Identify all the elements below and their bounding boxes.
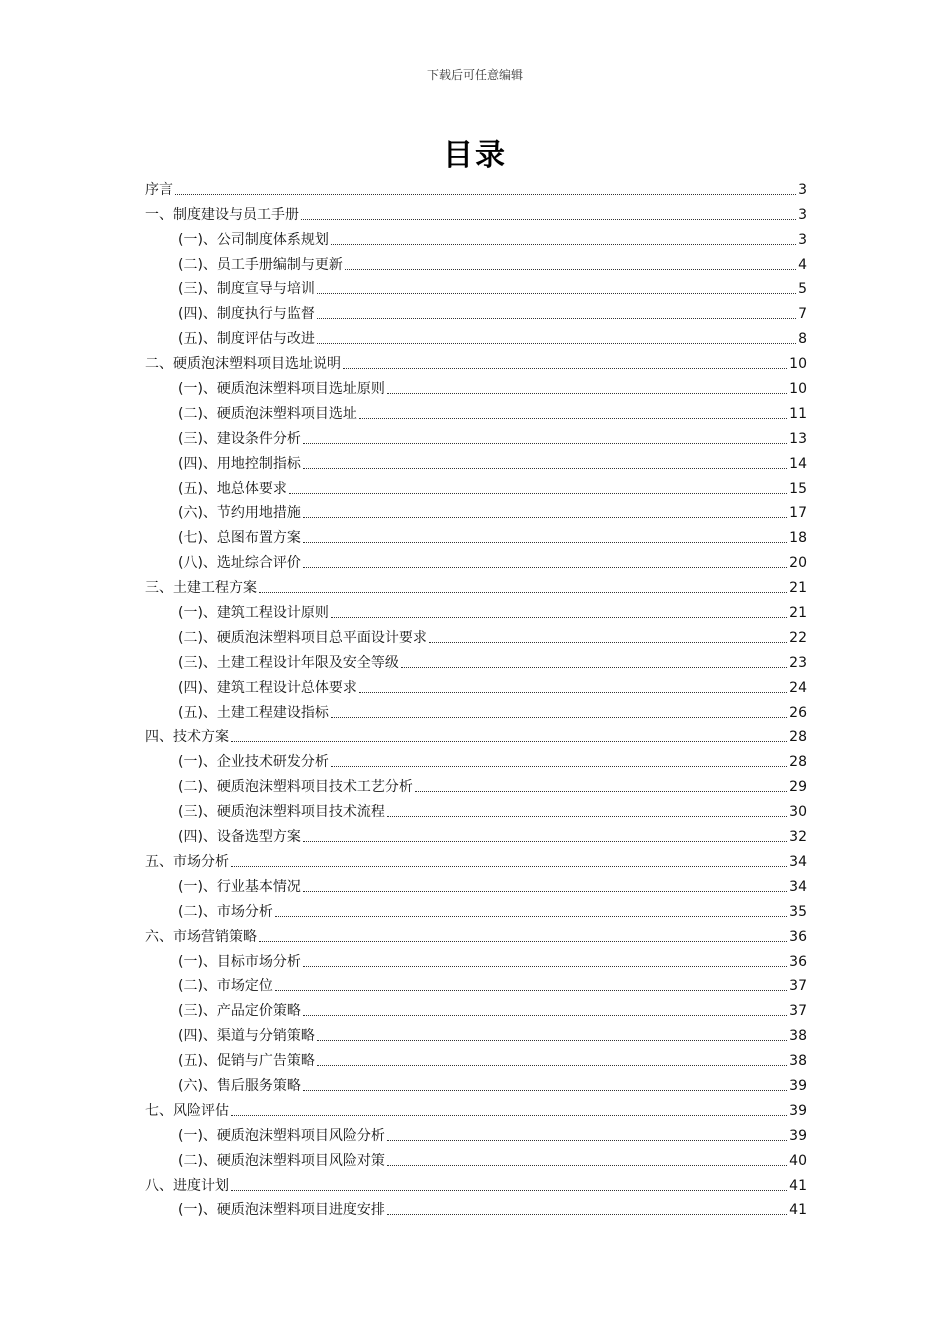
toc-entry-title: (五)、地总体要求 (178, 480, 287, 497)
toc-dot-leader (317, 293, 796, 294)
toc-entry-title: (一)、公司制度体系规划 (178, 231, 329, 248)
toc-entry-page-number: 38 (789, 1053, 807, 1070)
toc-entry[interactable] (145, 498, 807, 523)
toc-entry-title: (五)、制度评估与改进 (178, 331, 315, 348)
toc-dot-leader (359, 692, 787, 693)
toc-entry-page-number: 34 (789, 853, 807, 870)
toc-entry-page-number: 4 (798, 256, 807, 273)
toc-entry[interactable] (145, 547, 807, 572)
toc-entry-title: (二)、员工手册编制与更新 (178, 256, 343, 273)
toc-entry-page-number: 18 (789, 530, 807, 547)
toc-dot-leader (331, 766, 787, 767)
toc-entry-page-number: 37 (789, 978, 807, 995)
toc-dot-leader (289, 493, 787, 494)
toc-entry[interactable] (145, 398, 807, 423)
toc-dot-leader (259, 592, 787, 593)
toc-dot-leader (331, 717, 787, 718)
toc-entry[interactable] (145, 821, 807, 846)
toc-dot-leader (259, 941, 787, 942)
toc-entry-title: 七、风险评估 (145, 1102, 229, 1119)
toc-dot-leader (387, 1214, 787, 1215)
toc-entry[interactable] (145, 298, 807, 323)
page-header: 下载后可任意编辑 (426, 68, 523, 82)
toc-entry-page-number: 39 (789, 1077, 807, 1094)
toc-dot-leader (343, 368, 787, 369)
toc-entry-title: (三)、产品定价策略 (178, 1003, 301, 1020)
toc-dot-leader (303, 542, 787, 543)
toc-entry-title: (二)、硬质泡沫塑料项目风险对策 (178, 1152, 385, 1169)
toc-entry-title: (一)、行业基本情况 (178, 878, 301, 895)
toc-entry-title: (一)、硬质泡沫塑料项目进度安排 (178, 1202, 385, 1219)
toc-dot-leader (301, 219, 796, 220)
toc-entry-title: (三)、硬质泡沫塑料项目技术流程 (178, 804, 385, 821)
toc-entry-page-number: 39 (789, 1102, 807, 1119)
toc-dot-leader (303, 841, 787, 842)
toc-dot-leader (317, 1065, 787, 1066)
toc-entry-title: (二)、硬质泡沫塑料项目总平面设计要求 (178, 629, 427, 646)
toc-entry-page-number: 10 (789, 381, 807, 398)
toc-entry-title: 四、技术方案 (145, 729, 229, 746)
toc-entry[interactable] (145, 597, 807, 622)
toc-entry[interactable] (145, 224, 807, 249)
toc-entry-title: (六)、售后服务策略 (178, 1077, 301, 1094)
toc-entry[interactable] (145, 448, 807, 473)
toc-entry-title: (一)、目标市场分析 (178, 953, 301, 970)
toc-dot-leader (303, 517, 787, 518)
toc-dot-leader (317, 343, 796, 344)
toc-dot-leader (331, 244, 796, 245)
toc-entry-page-number: 36 (789, 953, 807, 970)
toc-entry-title: (三)、建设条件分析 (178, 430, 301, 447)
toc-entry-title: (四)、用地控制指标 (178, 455, 301, 472)
toc-entry-page-number: 21 (789, 580, 807, 597)
toc-entry-title: (四)、渠道与分销策略 (178, 1028, 315, 1045)
toc-entry-title: (五)、促销与广告策略 (178, 1053, 315, 1070)
toc-dot-leader (345, 269, 796, 270)
toc-entry[interactable] (145, 473, 807, 498)
toc-entry[interactable] (145, 323, 807, 348)
toc-entry-page-number: 38 (789, 1028, 807, 1045)
toc-entry-title: 六、市场营销策略 (145, 928, 257, 945)
toc-dot-leader (317, 1040, 787, 1041)
toc-entry[interactable] (145, 896, 807, 921)
toc-entry[interactable] (145, 373, 807, 398)
toc-entry-title: (二)、市场分析 (178, 903, 273, 920)
toc-entry-title: (八)、选址综合评价 (178, 555, 301, 572)
toc-entry-page-number: 10 (789, 356, 807, 373)
toc-entry[interactable] (145, 423, 807, 448)
toc-entry[interactable] (145, 995, 807, 1020)
toc-entry[interactable] (145, 1170, 807, 1195)
toc-entry-page-number: 5 (798, 281, 807, 298)
toc-entry-page-number: 23 (789, 654, 807, 671)
toc-entry-page-number: 3 (798, 231, 807, 248)
toc-entry[interactable] (145, 697, 807, 722)
toc-entry-title: (四)、设备选型方案 (178, 829, 301, 846)
toc-dot-leader (387, 393, 787, 394)
toc-entry-page-number: 14 (789, 455, 807, 472)
toc-entry-title: (一)、硬质泡沫塑料项目选址原则 (178, 381, 385, 398)
toc-entry[interactable] (145, 1045, 807, 1070)
toc-dot-leader (231, 1190, 787, 1191)
toc-entry[interactable] (145, 249, 807, 274)
toc-entry[interactable] (145, 921, 807, 946)
toc-entry-page-number: 34 (789, 878, 807, 895)
toc-dot-leader (303, 567, 787, 568)
toc-dot-leader (429, 642, 787, 643)
toc-dot-leader (331, 617, 787, 618)
toc-entry-title: 三、土建工程方案 (145, 580, 257, 597)
toc-dot-leader (401, 667, 787, 668)
toc-entry[interactable] (145, 722, 807, 747)
toc-dot-leader (275, 990, 787, 991)
toc-entry-page-number: 24 (789, 679, 807, 696)
toc-entry[interactable] (145, 771, 807, 796)
toc-entry-page-number: 32 (789, 829, 807, 846)
toc-entry[interactable] (145, 746, 807, 771)
toc-entry[interactable] (145, 1145, 807, 1170)
toc-entry-title: 五、市场分析 (145, 853, 229, 870)
toc-dot-leader (317, 318, 796, 319)
toc-entry[interactable] (145, 1070, 807, 1095)
toc-entry-page-number: 13 (789, 430, 807, 447)
toc-entry-title: (一)、硬质泡沫塑料项目风险分析 (178, 1127, 385, 1144)
toc-dot-leader (387, 1140, 787, 1141)
toc-entry-page-number: 41 (789, 1202, 807, 1219)
toc-dot-leader (231, 1115, 787, 1116)
toc-entry-title: (四)、建筑工程设计总体要求 (178, 679, 357, 696)
toc-entry[interactable] (145, 199, 807, 224)
toc-entry-page-number: 3 (798, 181, 807, 198)
toc-entry[interactable] (145, 796, 807, 821)
toc-dot-leader (303, 1090, 787, 1091)
toc-entry-page-number: 21 (789, 605, 807, 622)
toc-entry-page-number: 37 (789, 1003, 807, 1020)
toc-dot-leader (231, 866, 787, 867)
toc-entry-page-number: 17 (789, 505, 807, 522)
toc-entry-page-number: 22 (789, 629, 807, 646)
toc-entry-page-number: 39 (789, 1127, 807, 1144)
toc-entry-title: (二)、硬质泡沫塑料项目技术工艺分析 (178, 779, 413, 796)
toc-entry-page-number: 28 (789, 729, 807, 746)
toc-entry-page-number: 3 (798, 206, 807, 223)
toc-entry-title: (二)、市场定位 (178, 978, 273, 995)
toc-entry-page-number: 7 (798, 306, 807, 323)
toc-entry[interactable] (145, 622, 807, 647)
toc-entry[interactable] (145, 946, 807, 971)
toc-entry-page-number: 11 (789, 405, 807, 422)
toc-entry-page-number: 35 (789, 903, 807, 920)
toc-dot-leader (231, 741, 787, 742)
toc-entry[interactable] (145, 1020, 807, 1045)
toc-entry[interactable] (145, 971, 807, 996)
toc-entry-title: 二、硬质泡沫塑料项目选址说明 (145, 356, 341, 373)
toc-entry-page-number: 28 (789, 754, 807, 771)
toc-entry-title: (一)、建筑工程设计原则 (178, 605, 329, 622)
toc-entry-page-number: 30 (789, 804, 807, 821)
toc-entry[interactable] (145, 1095, 807, 1120)
toc-dot-leader (415, 791, 787, 792)
toc-dot-leader (303, 443, 787, 444)
toc-entry[interactable] (145, 174, 807, 199)
toc-entry-page-number: 26 (789, 704, 807, 721)
toc-dot-leader (303, 1015, 787, 1016)
toc-dot-leader (175, 194, 796, 195)
toc-entry-title: (六)、节约用地措施 (178, 505, 301, 522)
toc-entry-title: (二)、硬质泡沫塑料项目选址 (178, 405, 357, 422)
toc-dot-leader (387, 1165, 787, 1166)
toc-entry-title: (五)、土建工程建设指标 (178, 704, 329, 721)
toc-dot-leader (303, 966, 787, 967)
toc-entry-title: 一、制度建设与员工手册 (145, 206, 299, 223)
toc-entry[interactable] (145, 1195, 807, 1220)
toc-entry-page-number: 41 (789, 1177, 807, 1194)
toc-entry-title: (一)、企业技术研发分析 (178, 754, 329, 771)
toc-entry[interactable] (145, 522, 807, 547)
toc-entry[interactable] (145, 647, 807, 672)
toc-entry-page-number: 40 (789, 1152, 807, 1169)
toc-entry-title: (七)、总图布置方案 (178, 530, 301, 547)
toc-entry[interactable] (145, 348, 807, 373)
toc-entry[interactable] (145, 672, 807, 697)
toc-entry-page-number: 36 (789, 928, 807, 945)
toc-entry-title: 八、进度计划 (145, 1177, 229, 1194)
toc-entry-page-number: 20 (789, 555, 807, 572)
toc-entry-page-number: 8 (798, 331, 807, 348)
toc-entry-title: (三)、土建工程设计年限及安全等级 (178, 654, 399, 671)
toc-dot-leader (303, 891, 787, 892)
page-title: 目录 (443, 138, 507, 173)
toc-entry-title: 序言 (145, 181, 173, 198)
toc-entry[interactable] (145, 1120, 807, 1145)
toc-entry[interactable] (145, 846, 807, 871)
toc-entry[interactable] (145, 274, 807, 299)
toc-entry-page-number: 15 (789, 480, 807, 497)
table-of-contents (145, 174, 807, 1219)
toc-entry-title: (四)、制度执行与监督 (178, 306, 315, 323)
toc-dot-leader (359, 418, 787, 419)
toc-dot-leader (387, 816, 787, 817)
toc-entry-title: (三)、制度宣导与培训 (178, 281, 315, 298)
toc-entry-page-number: 29 (789, 779, 807, 796)
toc-entry[interactable] (145, 572, 807, 597)
toc-dot-leader (303, 468, 787, 469)
toc-entry[interactable] (145, 871, 807, 896)
toc-dot-leader (275, 916, 787, 917)
